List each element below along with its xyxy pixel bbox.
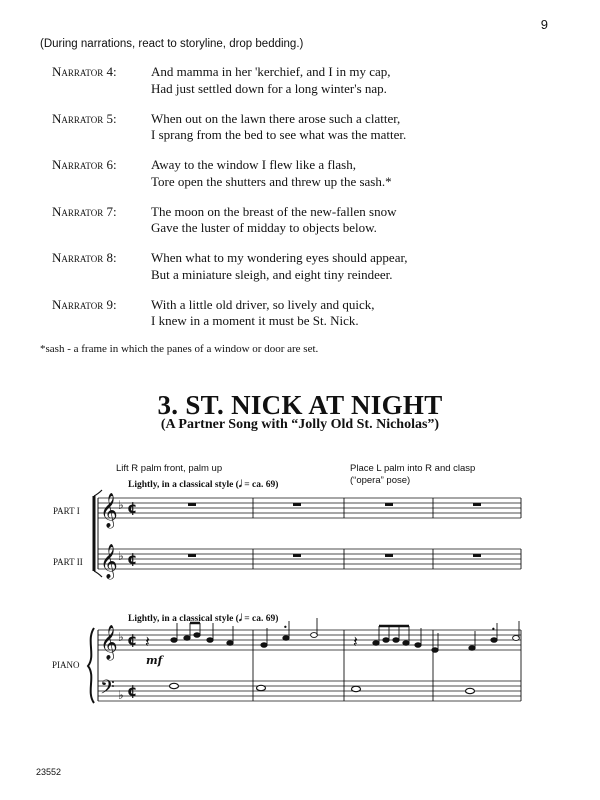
eighth-note xyxy=(184,636,190,641)
quarter-note xyxy=(283,636,289,641)
eighth-note xyxy=(194,633,200,638)
staccato-dot: • xyxy=(283,623,288,632)
quarter-note xyxy=(261,643,267,648)
whole-rest-icon xyxy=(188,503,196,506)
quarter-note xyxy=(171,638,177,643)
half-note-icon: 𝅗𝅥 xyxy=(238,480,242,490)
staccato-dot: • xyxy=(491,625,496,634)
whole-rest-icon xyxy=(473,554,481,557)
quarter-note xyxy=(469,646,475,651)
flat-icon: ♭ xyxy=(118,688,124,702)
staff-part-1 xyxy=(98,498,521,518)
footnote: *sash - a frame in which the panes of a window or door are set. xyxy=(40,343,319,355)
gesture-note-2-line2: (“opera” pose) xyxy=(350,475,411,486)
quarter-rest-icon: 𝄽 xyxy=(353,632,358,651)
tempo-text: Lightly, in a classical style ( xyxy=(128,614,239,624)
speaker-label: Narrator 7: xyxy=(52,203,117,219)
verse-line: When what to my wondering eyes should appear, xyxy=(151,250,408,265)
verse-line: I knew in a moment it must be St. Nick. xyxy=(151,313,359,328)
verse-line: Tore open the shutters and threw up the sash.* xyxy=(151,173,392,189)
verse-line: When out on the lawn there arose such a clatter, xyxy=(151,110,401,126)
whole-rest-icon xyxy=(385,503,393,506)
song-subtitle: (A Partner Song with “Jolly Old St. Nicholas”) xyxy=(160,417,440,432)
whole-note xyxy=(466,688,475,693)
whole-rest-icon xyxy=(293,554,301,557)
speaker-label: Narrator 4: xyxy=(52,64,117,79)
song-title: 3. ST. NICK AT NIGHT xyxy=(157,390,443,420)
part-label-1: PART I xyxy=(53,506,80,516)
half-note-icon: 𝅗𝅥 xyxy=(238,614,242,624)
verse-line: Had just settled down for a long winter's nap. xyxy=(151,80,387,96)
part-label-piano: PIANO xyxy=(52,660,80,670)
whole-note xyxy=(170,683,179,688)
catalog-number: 23552 xyxy=(36,767,62,777)
cut-time-icon: ¢ xyxy=(127,631,138,649)
quarter-note xyxy=(207,638,213,643)
bass-clef-icon: 𝄢 xyxy=(100,677,115,703)
part-label-2: PART II xyxy=(53,557,83,567)
piano-brace-icon xyxy=(88,628,94,703)
eighth-note xyxy=(373,641,379,646)
half-note xyxy=(311,633,318,638)
tempo-value: = ca. 69) xyxy=(241,614,279,624)
tempo-value: = ca. 69) xyxy=(241,480,279,490)
whole-rest-icon xyxy=(293,503,301,506)
flat-icon: ♭ xyxy=(118,498,124,512)
treble-clef-icon: 𝄞 xyxy=(100,625,118,660)
dynamic-mf: mf xyxy=(146,654,163,667)
cut-time-icon: ¢ xyxy=(127,550,138,568)
gesture-note-1: Lift R palm front, palm up xyxy=(116,463,223,474)
verse-line: Gave the luster of midday to objects below. xyxy=(151,220,377,235)
speaker-label: Narrator 6: xyxy=(52,157,117,172)
treble-clef-icon: 𝄞 xyxy=(100,544,118,579)
verse-line: I sprang from the bed to see what was the matter. xyxy=(151,127,407,142)
quarter-rest-icon: 𝄽 xyxy=(145,632,150,651)
verse-line: The moon on the breast of the new-fallen snow xyxy=(151,203,397,219)
clefs xyxy=(100,493,137,703)
cut-time-icon: ¢ xyxy=(127,682,138,700)
verse-line: With a little old driver, so lively and quick, xyxy=(151,296,375,312)
stage-direction: (During narrations, react to storyline, drop bedding.) xyxy=(40,38,304,50)
quarter-note xyxy=(432,648,438,653)
speaker-label: Narrator 5: xyxy=(52,110,117,126)
quarter-note xyxy=(227,641,233,646)
speaker-label: Narrator 9: xyxy=(52,296,117,312)
whole-note xyxy=(257,685,266,690)
tempo-text: Lightly, in a classical style ( xyxy=(128,480,239,490)
treble-clef-icon: 𝄞 xyxy=(100,493,118,528)
verse-line: And mamma in her 'kerchief, and I in my cap, xyxy=(151,64,391,79)
page-number: 9 xyxy=(540,17,548,32)
whole-note xyxy=(352,686,361,691)
cut-time-icon: ¢ xyxy=(127,499,138,517)
whole-rest-icon xyxy=(473,503,481,506)
verse-line: But a miniature sleigh, and eight tiny reindeer. xyxy=(151,266,393,282)
verse-line: Away to the window I flew like a flash, xyxy=(151,157,356,172)
speaker-label: Narrator 8: xyxy=(52,250,117,265)
whole-rest-icon xyxy=(188,554,196,557)
whole-rest-icon xyxy=(385,554,393,557)
staff-piano-treble xyxy=(98,630,521,650)
half-note xyxy=(513,636,520,641)
flat-icon: ♭ xyxy=(118,630,124,644)
piano-bass-notes xyxy=(170,683,475,693)
quarter-note xyxy=(491,638,497,643)
flat-icon: ♭ xyxy=(118,549,124,563)
eighth-note xyxy=(403,641,409,646)
staff-part-2 xyxy=(98,549,521,569)
eighth-note xyxy=(383,638,389,643)
gesture-note-2-line1: Place L palm into R and clasp xyxy=(350,463,476,474)
barlines xyxy=(88,490,521,703)
staff-lines xyxy=(98,498,521,701)
staff-piano-bass xyxy=(98,681,521,701)
eighth-note xyxy=(393,638,399,643)
quarter-note xyxy=(415,643,421,648)
